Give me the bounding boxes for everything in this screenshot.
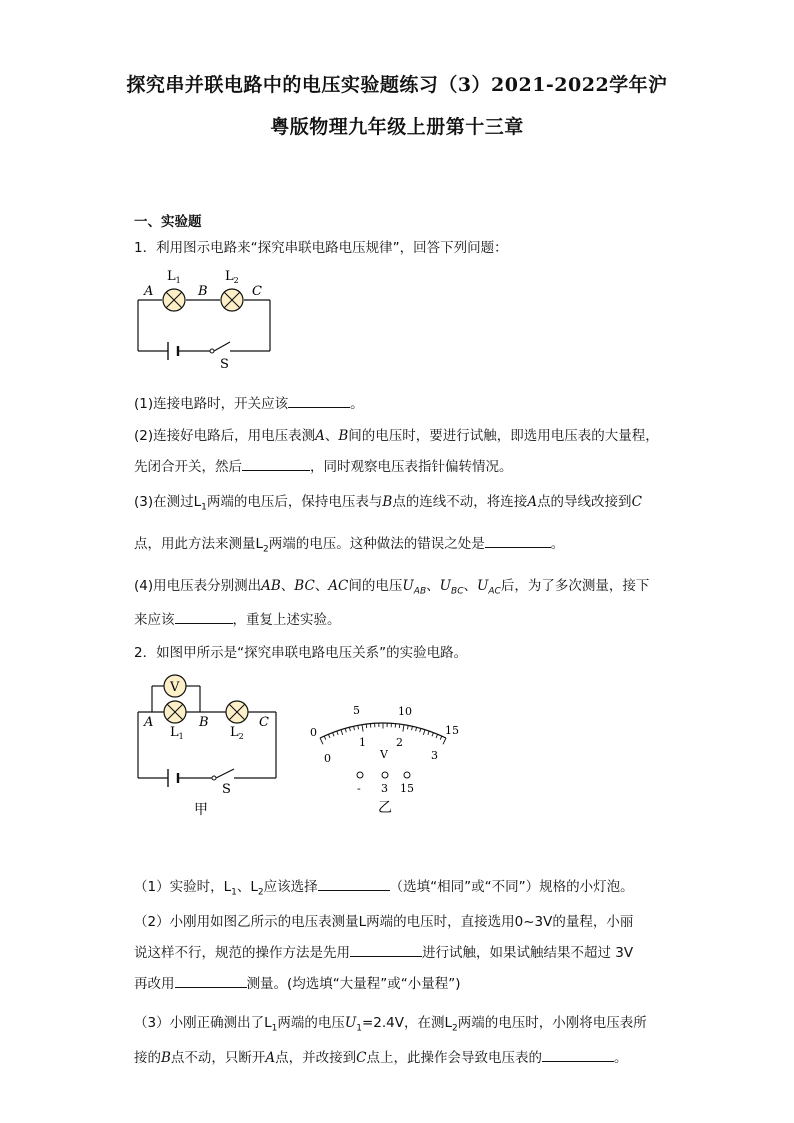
dial-tick [324, 736, 326, 740]
q2-part2-line2: 说这样不行，规范的操作方法是先用 进行试触，如果试触结果不超过 3V [134, 941, 633, 961]
q1-part3-line2: 点，用此方法来测量$L_2$两端的电压。这种做法的错误之处是 。 [134, 532, 564, 555]
q2-part1-blank[interactable] [318, 876, 390, 891]
svg-text:3: 3 [381, 782, 388, 795]
lamp-l1-label: $L_1$ [167, 269, 181, 285]
q1-part3-line1: (3)在测过$L_1$两端的电压后，保持电压表与B点的连线不动，将连接A点的导线改接到C [134, 494, 642, 513]
svg-text:3: 3 [431, 749, 438, 762]
svg-text:V: V [170, 680, 180, 695]
dial-tick [420, 728, 421, 732]
q2-part3-line1: （3）小刚正确测出了$L_1$两端的电压$U_1=2.4V$，在测$L_2$两端的电压时，小刚将电压表所 [134, 1015, 647, 1034]
svg-text:-: - [357, 782, 361, 795]
lamp-l2-label: $L_2$ [225, 269, 239, 285]
switch-s-label: S [220, 357, 229, 372]
q2-circuit-diagram-jia [130, 672, 290, 822]
dial-ticks [320, 723, 446, 744]
figure-yi-caption: 乙 [378, 800, 392, 816]
svg-text:L2: $L_2$ [230, 725, 244, 741]
svg-text:0: 0 [310, 726, 317, 739]
dial-tick [328, 734, 330, 738]
lamp-l2-icon [221, 289, 243, 311]
dial-tick [333, 733, 334, 737]
dial-tick [399, 724, 400, 728]
document-title-line2: 粤版物理九年级上册第十三章 [270, 116, 524, 138]
svg-text:B: B [199, 715, 209, 730]
svg-text:2: 2 [396, 736, 403, 749]
dial-tick [436, 734, 438, 738]
lamp-l1-icon [164, 701, 186, 723]
q2-part3-blank[interactable] [542, 1047, 614, 1062]
q1-part2-blank[interactable] [242, 456, 310, 471]
point-b-label: B [198, 284, 208, 299]
svg-text:S: S [222, 782, 231, 797]
svg-text:V: V [380, 748, 388, 761]
q2-part2-blank1[interactable] [350, 942, 422, 957]
q1-part2-line2: 先闭合开关，然后 ，同时观察电压表指针偏转情况。 [134, 455, 513, 475]
figure-jia-caption: 甲 [194, 802, 208, 818]
svg-text:A: A [144, 715, 154, 730]
dial-tick [423, 730, 425, 735]
q1-part1: (1)连接电路时，开关应该 。 [134, 392, 364, 412]
dial-tick [320, 738, 323, 744]
q2-part1: （1）实验时，$L_1$、$L_2$应该选择 （选填“相同”或“不同”）规格的小灯泡。 [134, 875, 634, 898]
q1-circuit-diagram [130, 266, 280, 376]
q1-stem: 1．利用图示电路来“探究串联电路电压规律”，回答下列问题： [134, 240, 508, 256]
q2-part3-line2: 接的B点不动，只断开A点，并改接到C点上，此操作会导致电压表的 。 [134, 1046, 628, 1066]
dial-tick [366, 724, 367, 728]
dial-tick [337, 731, 338, 735]
q1-part1-blank[interactable] [288, 393, 350, 408]
dial-tick [345, 728, 346, 732]
dial-tick [412, 726, 413, 730]
q2-voltmeter-dial-yi [308, 700, 468, 820]
dial-tick [403, 725, 404, 732]
dial-tick [407, 725, 408, 729]
lamp-l1-icon [163, 289, 185, 311]
dial-tick [432, 733, 433, 737]
q1-part4-line2: 来应该 ，重复上述实验。 [134, 608, 341, 628]
svg-text:1: 1 [359, 736, 366, 749]
document-title-line1: 探究串并联电路中的电压实验题练习（3）2021-2022学年沪 [126, 74, 668, 96]
dial-tick [443, 738, 446, 744]
dial-tick [416, 727, 417, 731]
dial-tick [440, 736, 442, 740]
lamp-l2-icon [226, 701, 248, 723]
svg-text:5: 5 [353, 704, 360, 717]
dial-tick [349, 727, 350, 731]
svg-text:0: 0 [324, 752, 331, 765]
section-heading: 一、实验题 [134, 214, 202, 230]
svg-text:15: 15 [400, 782, 414, 795]
q1-part3-blank[interactable] [485, 533, 551, 548]
dial-tick [354, 726, 355, 730]
svg-text:15: 15 [445, 724, 459, 737]
q1-part2-line1: (2)连接好电路后，用电压表测A、B间的电压时，要进行试触，即选用电压表的大量程， [134, 428, 659, 444]
dial-tick [362, 725, 363, 732]
svg-text:C: C [259, 715, 269, 730]
svg-text:L1: $L_1$ [170, 725, 184, 741]
dial-tick [428, 731, 429, 735]
q2-stem: 2．如图甲所示是“探究串联电路电压关系”的实验电路。 [134, 645, 468, 661]
dial-tick [341, 730, 343, 735]
q1-part4-blank[interactable] [175, 609, 233, 624]
svg-text:10: 10 [398, 705, 412, 718]
q2-part2-blank2[interactable] [175, 973, 247, 988]
q1-part4-line1: (4)用电压表分别测出AB、BC、AC间的电压$U_{AB}$、$U_{BC}$、$U_{AC}$后，为了多次测量，接下 [134, 578, 650, 597]
q2-part2-line3: 再改用 测量。(均选填“大量程”或“小量程”) [134, 972, 461, 992]
q2-part2-line1: （2）小刚用如图乙所示的电压表测量L两端的电压时，直接选用0~3V的量程，小丽 [134, 914, 634, 930]
dial-tick [358, 725, 359, 729]
point-a-label: A [144, 284, 154, 299]
voltmeter-icon [164, 675, 186, 697]
point-c-label: C [252, 284, 262, 299]
